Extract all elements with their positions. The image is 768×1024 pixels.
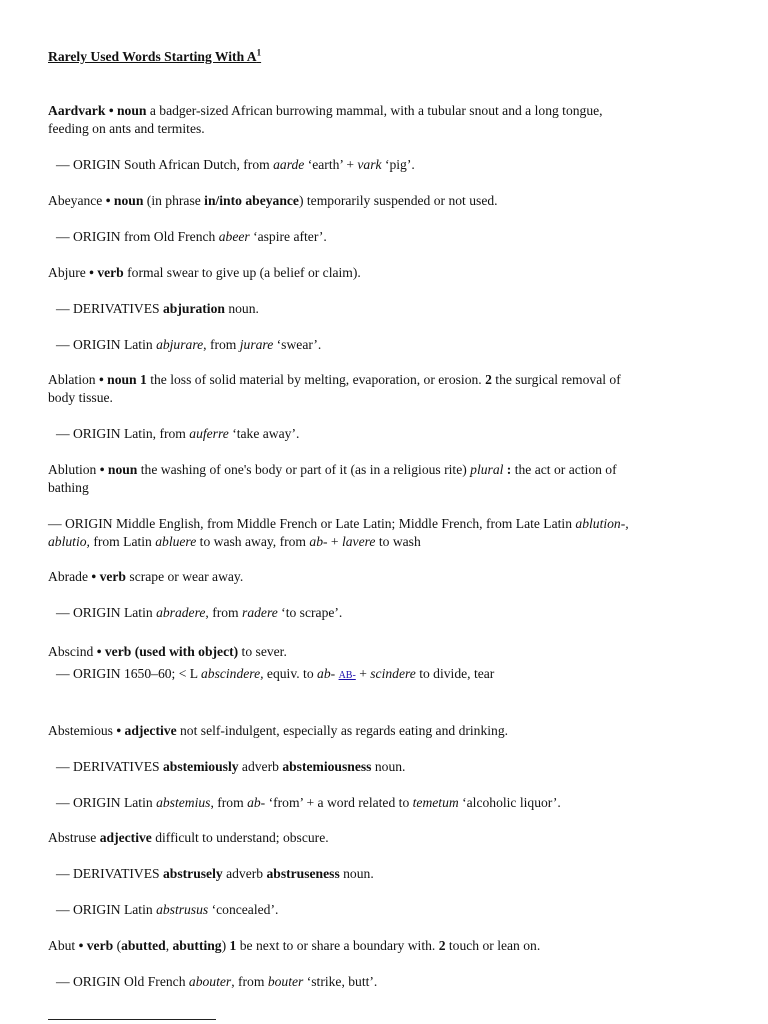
sense-number: 1 bbox=[229, 938, 237, 953]
derivatives-text: noun. bbox=[339, 866, 374, 881]
headword: Ablution bbox=[48, 462, 100, 477]
definition-text: ) temporarily suspended or not used. bbox=[298, 193, 498, 208]
origin-text: from Latin bbox=[89, 534, 156, 549]
etymon: auferre bbox=[189, 426, 229, 441]
etymon: vark bbox=[357, 157, 382, 172]
definition-text: bathing bbox=[48, 480, 89, 495]
derivative-word: abstruseness bbox=[266, 866, 340, 881]
definition-text: the act or action of bbox=[511, 462, 617, 477]
origin-text: ‘take away’. bbox=[228, 426, 300, 441]
definition-text: the loss of solid material by melting, evaporation, or erosion. bbox=[146, 372, 486, 387]
origin-text: — ORIGIN Latin bbox=[56, 337, 157, 352]
part-of-speech: • verb (used with object) bbox=[96, 644, 239, 659]
definition-text: ) bbox=[221, 938, 230, 953]
headword: Abstruse bbox=[48, 830, 100, 845]
entry-abstruse-derivatives bbox=[56, 865, 720, 883]
definition-text: ( bbox=[113, 938, 122, 953]
part-of-speech: • noun bbox=[99, 462, 138, 477]
origin-text: ‘swear’. bbox=[273, 337, 322, 352]
origin-text: to wash bbox=[375, 534, 421, 549]
origin-text: — ORIGIN Latin, from bbox=[56, 426, 190, 441]
etymon: abstrusus bbox=[156, 902, 209, 917]
page-title bbox=[48, 48, 720, 66]
definition-text: body tissue. bbox=[48, 390, 113, 405]
sense-number: 2 bbox=[438, 938, 446, 953]
entry-ablation-definition-cont bbox=[48, 389, 720, 407]
entry-ablution-definition-cont bbox=[48, 479, 720, 497]
etymon: ab- bbox=[309, 534, 328, 549]
etymon: abstemius bbox=[156, 795, 211, 810]
etymon: abjurare bbox=[156, 337, 204, 352]
derivative-word: abjuration bbox=[163, 301, 225, 316]
origin-text: , from bbox=[231, 974, 268, 989]
usage-label: plural bbox=[470, 462, 504, 477]
footnote-separator bbox=[48, 1019, 216, 1020]
entry-aardvark-origin bbox=[56, 156, 720, 174]
origin-text: ‘concealed’. bbox=[208, 902, 279, 917]
etymon: lavere bbox=[341, 534, 376, 549]
part-of-speech: • verb bbox=[78, 938, 114, 953]
etymon: ab- bbox=[247, 795, 266, 810]
derivatives-text: — DERIVATIVES bbox=[56, 301, 163, 316]
entry-abstruse-definition bbox=[48, 829, 720, 847]
etymon: abscindere, bbox=[200, 666, 264, 681]
origin-text: — ORIGIN 1650–60; < L bbox=[56, 666, 201, 681]
punctuation: , bbox=[165, 938, 173, 953]
etymon: ablution-, bbox=[575, 516, 629, 531]
phrase: in/into abeyance bbox=[204, 193, 299, 208]
headword: Abscind bbox=[48, 644, 97, 659]
entry-abrade-definition bbox=[48, 568, 720, 586]
origin-text: — ORIGIN South African Dutch, from bbox=[56, 157, 274, 172]
origin-text: ‘from’ + a word related to bbox=[265, 795, 413, 810]
definition-text: a badger-sized African burrowing mammal, with a tubular snout and a long tongue, bbox=[146, 103, 603, 118]
derivative-word: abstrusely bbox=[163, 866, 223, 881]
part-of-speech: • verb bbox=[91, 569, 126, 584]
part-of-speech: • noun bbox=[108, 103, 147, 118]
derivatives-text: noun. bbox=[224, 301, 259, 316]
headword: Abstemious bbox=[48, 723, 117, 738]
definition-text: difficult to understand; obscure. bbox=[151, 830, 329, 845]
entry-abrade-origin bbox=[56, 604, 720, 622]
definition-text: be next to or share a boundary with. bbox=[236, 938, 439, 953]
entry-abstemious-origin bbox=[56, 794, 720, 812]
entry-abut-origin bbox=[56, 973, 720, 991]
derivatives-text: — DERIVATIVES bbox=[56, 759, 163, 774]
entry-abstemious-definition bbox=[48, 722, 720, 740]
entry-abeyance-definition bbox=[48, 192, 720, 210]
entry-aardvark-definition bbox=[48, 102, 720, 120]
headword: Abrade bbox=[48, 569, 92, 584]
etymon: temetum bbox=[412, 795, 459, 810]
entry-ablation-origin bbox=[56, 425, 720, 443]
entry-abstemious-derivatives bbox=[56, 758, 720, 776]
part-of-speech: • noun 1 bbox=[98, 372, 147, 387]
definition-text: the surgical removal of bbox=[491, 372, 621, 387]
part-of-speech: • verb bbox=[89, 265, 124, 280]
origin-text: ‘strike, butt’. bbox=[303, 974, 378, 989]
origin-text: , from bbox=[203, 337, 240, 352]
origin-text: to divide, tear bbox=[415, 666, 495, 681]
origin-text: to wash away, from bbox=[196, 534, 310, 549]
definition-text: (in phrase bbox=[143, 193, 205, 208]
origin-text: ‘pig’. bbox=[381, 157, 415, 172]
definition-text: formal swear to give up (a belief or claim). bbox=[123, 265, 361, 280]
sense-number: 2 bbox=[485, 372, 492, 387]
definition-text: feeding on ants and termites. bbox=[48, 121, 205, 136]
origin-text: — ORIGIN Old French bbox=[56, 974, 189, 989]
etymon: ab- bbox=[317, 666, 336, 681]
definition-text: not self-indulgent, especially as regards eating and drinking. bbox=[176, 723, 509, 738]
entry-abjure-origin bbox=[56, 336, 720, 354]
etymon: ablutio, bbox=[48, 534, 90, 549]
etymon: jurare bbox=[239, 337, 274, 352]
etymon: aarde bbox=[273, 157, 305, 172]
derivative-word: abstemiously bbox=[163, 759, 239, 774]
entry-abjure-derivatives bbox=[56, 300, 720, 318]
origin-text: — ORIGIN Middle English, from Middle French or Late Latin; Middle French, from Late Latin bbox=[48, 516, 576, 531]
part-of-speech: • adjective bbox=[116, 723, 177, 738]
origin-text: — ORIGIN from Old French bbox=[56, 229, 219, 244]
etymon: abouter bbox=[188, 974, 232, 989]
punctuation: : bbox=[503, 462, 512, 477]
entry-ablution-origin-cont bbox=[48, 533, 720, 551]
etymon: abeer bbox=[218, 229, 250, 244]
part-of-speech: • noun bbox=[105, 193, 144, 208]
derivative-word: abstemiousness bbox=[282, 759, 372, 774]
origin-text: — ORIGIN Latin bbox=[56, 795, 157, 810]
origin-text: ‘to scrape’. bbox=[277, 605, 343, 620]
etymon: bouter bbox=[267, 974, 304, 989]
origin-text: — ORIGIN Latin bbox=[56, 605, 157, 620]
definition-text: scrape or wear away. bbox=[126, 569, 244, 584]
entry-abeyance-origin bbox=[56, 228, 720, 246]
derivatives-text: adverb bbox=[238, 759, 283, 774]
etymon: abradere bbox=[156, 605, 206, 620]
entry-ablation-definition bbox=[48, 371, 720, 389]
title-text: Rarely Used Words Starting With A bbox=[48, 49, 257, 64]
inflection: abutted bbox=[121, 938, 166, 953]
definition-text: touch or lean on. bbox=[445, 938, 541, 953]
cross-reference-link[interactable]: AB- bbox=[338, 670, 356, 681]
headword: Aardvark bbox=[48, 103, 106, 118]
entry-aardvark-definition-cont bbox=[48, 120, 720, 138]
derivatives-text: adverb bbox=[222, 866, 267, 881]
footnote-marker: 1 bbox=[256, 47, 262, 58]
headword: Ablation bbox=[48, 372, 99, 387]
origin-text: , from bbox=[205, 605, 243, 620]
headword: Abjure bbox=[48, 265, 90, 280]
origin-text: + bbox=[327, 534, 342, 549]
origin-text: equiv. to bbox=[263, 666, 318, 681]
etymon: abluere bbox=[155, 534, 197, 549]
headword: Abeyance bbox=[48, 193, 106, 208]
origin-text: , from bbox=[210, 795, 248, 810]
entry-abscind-origin bbox=[56, 665, 720, 685]
inflection: abutting bbox=[172, 938, 222, 953]
entry-ablution-origin bbox=[48, 515, 720, 533]
entry-abut-definition bbox=[48, 937, 720, 955]
part-of-speech: adjective bbox=[99, 830, 152, 845]
derivatives-text: — DERIVATIVES bbox=[56, 866, 163, 881]
etymon: radere bbox=[242, 605, 278, 620]
origin-text: ‘alcoholic liquor’. bbox=[458, 795, 561, 810]
derivatives-text: noun. bbox=[371, 759, 406, 774]
headword: Abut bbox=[48, 938, 79, 953]
origin-text: ‘aspire after’. bbox=[249, 229, 327, 244]
origin-text: ‘earth’ + bbox=[304, 157, 358, 172]
definition-text: to sever. bbox=[238, 644, 287, 659]
etymon: scindere bbox=[370, 666, 416, 681]
entry-ablution-definition bbox=[48, 461, 720, 479]
entry-abjure-definition bbox=[48, 264, 720, 282]
definition-text: the washing of one's body or part of it (as in a religious rite) bbox=[137, 462, 471, 477]
origin-text: — ORIGIN Latin bbox=[56, 902, 157, 917]
origin-text: + bbox=[355, 666, 371, 681]
entry-abstruse-origin bbox=[56, 901, 720, 919]
entry-abscind-definition bbox=[48, 643, 720, 661]
